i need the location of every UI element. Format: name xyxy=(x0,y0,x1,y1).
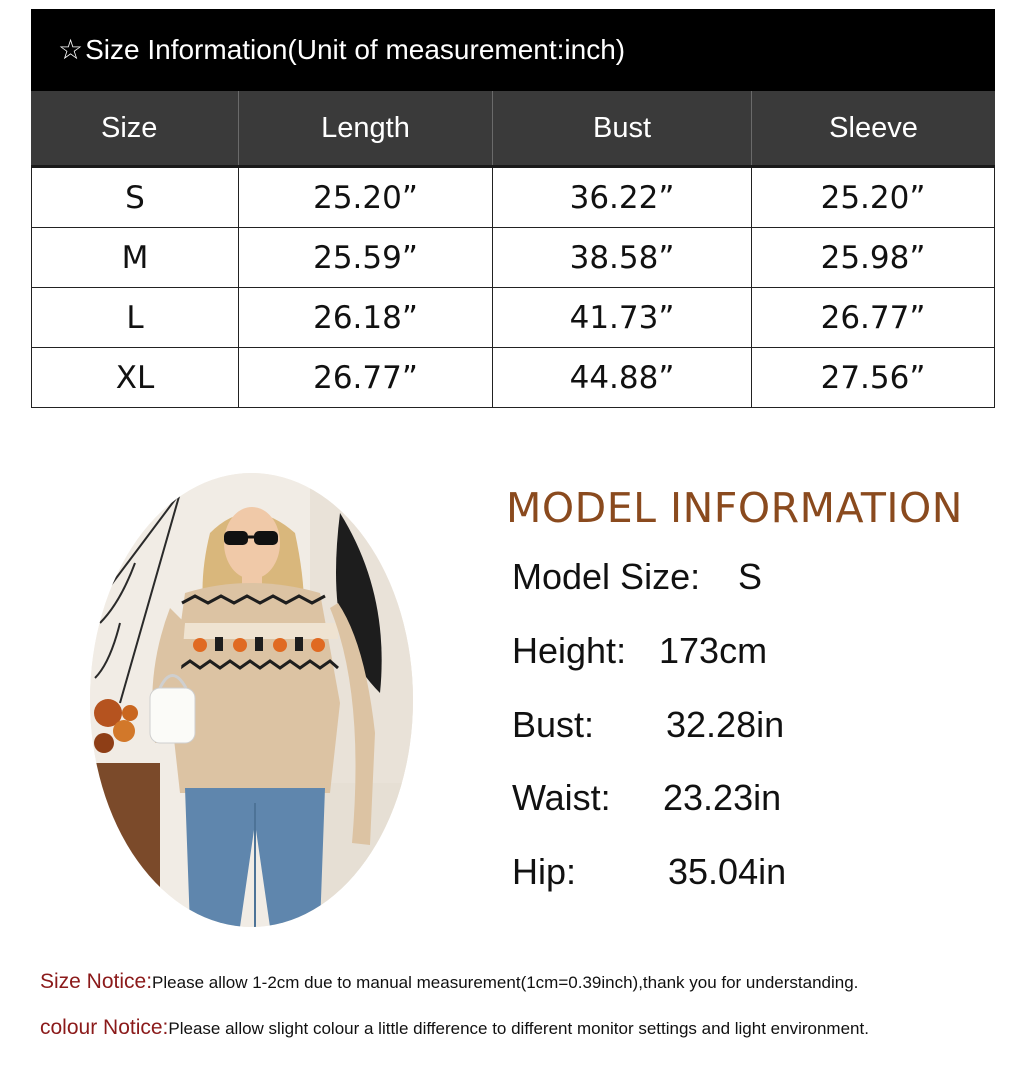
size-table-header-row xyxy=(31,91,995,168)
hip-value: 35.04in xyxy=(668,851,787,892)
table-row xyxy=(32,227,994,287)
colour-notice-text: Please allow slight colour a little difference to different monitor settings and light environment. xyxy=(168,1019,869,1038)
bust-label: Bust: xyxy=(512,704,595,745)
cell-length: 26.18” xyxy=(239,288,493,347)
height-line xyxy=(512,630,768,672)
size-notice xyxy=(40,970,858,994)
column-header-bust: Bust xyxy=(493,91,752,165)
model-photo xyxy=(90,473,413,927)
column-header-length: Length xyxy=(239,91,493,165)
bust-line xyxy=(512,704,785,746)
waist-value: 23.23in xyxy=(663,777,782,818)
hip-label: Hip: xyxy=(512,851,577,892)
model-illustration xyxy=(90,473,413,927)
cell-length: 26.77” xyxy=(239,348,493,407)
size-notice-text: Please allow 1-2cm due to manual measurement(1cm=0.39inch),thank you for understanding. xyxy=(152,973,859,992)
waist-label: Waist: xyxy=(512,777,611,818)
table-row xyxy=(32,287,994,347)
size-table-body xyxy=(31,168,995,408)
height-label: Height: xyxy=(512,630,627,671)
table-row xyxy=(32,168,994,227)
waist-line xyxy=(512,777,782,819)
cell-bust: 44.88” xyxy=(493,348,752,407)
cell-size: XL xyxy=(32,348,239,407)
cell-length: 25.20” xyxy=(239,168,493,227)
column-header-sleeve: Sleeve xyxy=(829,111,918,144)
model-size-line xyxy=(512,556,763,598)
cell-size: S xyxy=(32,168,239,227)
size-table-title-text: Size Information(Unit of measurement:inch) xyxy=(85,34,626,65)
colour-notice-label: colour Notice: xyxy=(40,1016,169,1039)
size-table xyxy=(31,9,995,408)
height-value: 173cm xyxy=(659,630,768,671)
cell-size: M xyxy=(32,228,239,287)
colour-notice xyxy=(40,1016,869,1040)
cell-sleeve: 25.98” xyxy=(820,239,926,276)
column-header-size: Size xyxy=(31,91,239,165)
cell-sleeve: 26.77” xyxy=(820,299,926,336)
cell-sleeve: 25.20” xyxy=(820,179,926,216)
cell-bust: 36.22” xyxy=(493,168,752,227)
model-info-title: MODEL INFORMATION xyxy=(506,484,963,532)
table-row xyxy=(32,347,994,407)
model-size-value: S xyxy=(738,556,763,597)
model-size-label: Model Size: xyxy=(512,556,701,597)
bust-value: 32.28in xyxy=(666,704,785,745)
star-icon: ☆ xyxy=(58,34,84,65)
size-table-title xyxy=(31,9,995,91)
cell-size: L xyxy=(32,288,239,347)
hip-line xyxy=(512,851,787,893)
cell-length: 25.59” xyxy=(239,228,493,287)
cell-sleeve: 27.56” xyxy=(820,359,926,396)
cell-bust: 41.73” xyxy=(493,288,752,347)
cell-bust: 38.58” xyxy=(493,228,752,287)
size-notice-label: Size Notice: xyxy=(40,970,153,993)
